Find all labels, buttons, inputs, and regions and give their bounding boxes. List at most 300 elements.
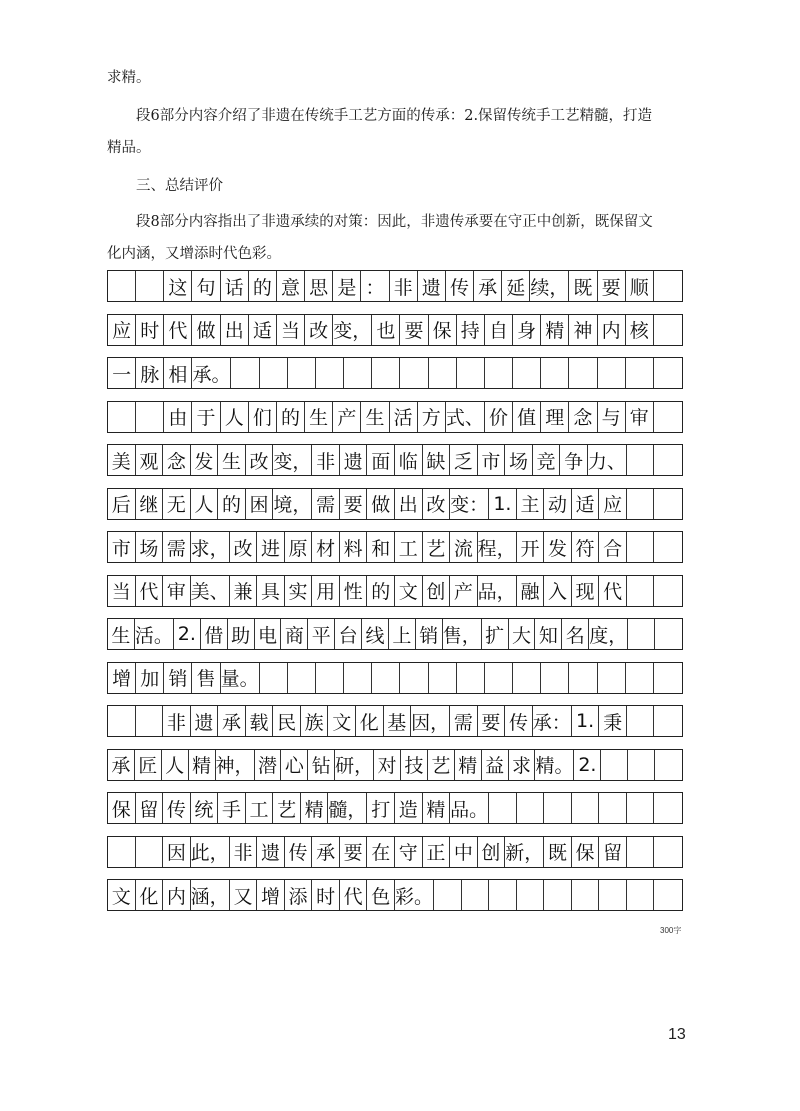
grid-cell: 需 (312, 489, 340, 519)
grid-cell: 技 (401, 750, 428, 780)
grid-cell (654, 576, 682, 606)
grid-cell: 一 (108, 358, 136, 388)
grid-cell (429, 358, 457, 388)
grid-cell (627, 532, 655, 562)
grid-cell: 留 (136, 793, 164, 823)
grid-cell: 这 (164, 271, 192, 301)
grid-cell: 延 (502, 271, 530, 301)
grid-cell: 场 (136, 532, 164, 562)
grid-cell: 产 (333, 402, 361, 432)
grid-cell: 增 (108, 663, 136, 693)
grid-cell: 乏 (450, 445, 478, 475)
grid-cell: 人 (221, 402, 249, 432)
grid-cell: 发 (544, 532, 572, 562)
grid-cell: 继 (136, 489, 164, 519)
grid-cell: 创 (423, 576, 451, 606)
grid-cell: 精 (189, 750, 216, 780)
grid-cell: 正 (423, 837, 451, 867)
grid-cell: 知 (535, 619, 562, 649)
grid-cell: 思 (305, 271, 333, 301)
grid-cell: 生 (305, 402, 333, 432)
grid-cell: 性 (340, 576, 368, 606)
grid-cell: 于 (192, 402, 220, 432)
grid-cell: 名 (562, 619, 589, 649)
grid-cell (626, 358, 654, 388)
grid-cell: 精 (423, 793, 451, 823)
grid-cell: 2. (574, 750, 601, 780)
grid-cell: 念 (163, 445, 191, 475)
grid-cell: 应 (108, 315, 136, 345)
grid-cell: 力、 (588, 445, 627, 475)
grid-cell: 商 (281, 619, 308, 649)
grid-cell: 研， (335, 750, 374, 780)
grid-cell: 载 (246, 706, 274, 736)
grid-cell (599, 880, 627, 910)
grid-cell: 的 (218, 489, 246, 519)
grid-cell: 保 (108, 793, 136, 823)
grid-cell: 入 (544, 576, 572, 606)
grid-cell: 化 (356, 706, 384, 736)
grid-cell: 改 (423, 489, 451, 519)
grid-cell (598, 358, 626, 388)
grid-cell: 承： (533, 706, 572, 736)
grid-cell: 现 (572, 576, 600, 606)
grid-cell: 生 (108, 619, 135, 649)
grid-cell: 改 (246, 445, 274, 475)
grid-cell: 化 (136, 880, 164, 910)
grid-cell: 非 (312, 445, 340, 475)
grid-cell: 传 (285, 837, 313, 867)
grid-cell: 发 (191, 445, 219, 475)
grid-cell: 增 (257, 880, 285, 910)
grid-row (107, 749, 683, 781)
grid-cell: 因 (163, 837, 191, 867)
grid-cell: 要 (340, 489, 368, 519)
grid-cell: 时 (136, 315, 164, 345)
grid-cell (601, 750, 628, 780)
grid-cell: 审 (163, 576, 191, 606)
grid-cell: 值 (513, 402, 541, 432)
grid-cell: 变， (333, 315, 372, 345)
grid-cell: 平 (308, 619, 335, 649)
grid-cell: 匠 (135, 750, 162, 780)
grid-cell: 竞 (533, 445, 561, 475)
grid-cell: 民 (273, 706, 301, 736)
grid-cell (429, 663, 457, 693)
grid-cell (627, 576, 655, 606)
grid-cell: 生 (361, 402, 389, 432)
grid-cell (260, 358, 288, 388)
grid-cell: 续， (530, 271, 569, 301)
grid-cell: 精 (541, 315, 569, 345)
grid-cell (108, 706, 136, 736)
grid-cell: 方 (418, 402, 446, 432)
grid-cell: 承 (312, 837, 340, 867)
grid-cell: 艺 (428, 750, 455, 780)
grid-cell: 遗 (191, 706, 219, 736)
grid-row (107, 531, 683, 563)
grid-cell: 艺 (423, 532, 451, 562)
grid-cell (654, 880, 682, 910)
grid-cell: 代 (136, 576, 164, 606)
grid-cell: 精 (301, 793, 329, 823)
grid-cell (288, 358, 316, 388)
grid-cell: 材 (312, 532, 340, 562)
grid-cell: 融 (517, 576, 545, 606)
grid-row (107, 488, 683, 520)
grid-cell: 手 (218, 793, 246, 823)
grid-cell: 品。 (450, 793, 489, 823)
grid-cell: 做 (192, 315, 220, 345)
grid-row (107, 401, 683, 433)
grid-cell: 内 (598, 315, 626, 345)
grid-cell: 艺 (273, 793, 301, 823)
grid-cell: 借 (201, 619, 228, 649)
grid-cell: 造 (395, 793, 423, 823)
grid-cell: 实 (285, 576, 313, 606)
grid-cell: 传 (446, 271, 474, 301)
grid-cell: 销 (164, 663, 192, 693)
grid-cell (627, 793, 655, 823)
grid-cell: ： (361, 271, 389, 301)
grid-cell: 适 (572, 489, 600, 519)
grid-cell (400, 663, 428, 693)
grid-row (107, 444, 683, 476)
grid-cell: 承 (218, 706, 246, 736)
grid-cell: 面 (367, 445, 395, 475)
grid-cell: 1. (572, 706, 600, 736)
grid-cell: 话 (221, 271, 249, 301)
grid-cell: 应 (599, 489, 627, 519)
grid-cell: 意 (277, 271, 305, 301)
grid-row (107, 792, 683, 824)
grid-cell: 自 (485, 315, 513, 345)
grid-cell: 是 (333, 271, 361, 301)
grid-cell (316, 663, 344, 693)
grid-cell: 人 (191, 489, 219, 519)
grid-cell: 保 (429, 315, 457, 345)
grid-cell: 也 (372, 315, 400, 345)
grid-cell: 中 (450, 837, 478, 867)
grid-cell (434, 880, 462, 910)
grid-cell (513, 358, 541, 388)
grid-cell: 临 (395, 445, 423, 475)
grid-cell (462, 880, 490, 910)
grid-cell: 时 (312, 880, 340, 910)
grid-row (107, 705, 683, 737)
grid-cell: 彩。 (395, 880, 434, 910)
grid-cell: 程， (478, 532, 517, 562)
grid-cell (572, 880, 600, 910)
grid-cell: 出 (395, 489, 423, 519)
grid-cell (485, 358, 513, 388)
grid-cell: 既 (569, 271, 597, 301)
grid-cell: 主 (517, 489, 545, 519)
grid-cell: 出 (221, 315, 249, 345)
grid-cell: 审 (626, 402, 654, 432)
grid-cell: 益 (482, 750, 509, 780)
grid-cell (654, 402, 682, 432)
grid-cell (569, 663, 597, 693)
grid-cell: 要 (340, 837, 368, 867)
grid-cell: 理 (541, 402, 569, 432)
grid-cell (654, 489, 682, 519)
grid-cell: 1. (489, 489, 517, 519)
grid-cell (513, 663, 541, 693)
grid-cell: 们 (249, 402, 277, 432)
grid-cell (654, 663, 682, 693)
grid-cell: 对 (374, 750, 401, 780)
grid-cell: 美、 (191, 576, 230, 606)
paragraph-6-continuation: 精品。 (107, 140, 151, 156)
grid-cell: 精。 (535, 750, 574, 780)
grid-cell: 原 (285, 532, 313, 562)
section-heading: 三、总结评价 (136, 178, 223, 194)
grid-row (107, 575, 683, 607)
grid-cell: 活 (390, 402, 418, 432)
grid-cell (108, 271, 136, 301)
grid-cell: 度， (589, 619, 628, 649)
grid-cell: 统 (191, 793, 219, 823)
grid-cell: 打 (367, 793, 395, 823)
grid-cell: 缺 (423, 445, 451, 475)
grid-cell: 人 (162, 750, 189, 780)
grid-cell: 非 (163, 706, 191, 736)
grid-cell (400, 358, 428, 388)
grid-cell (627, 489, 655, 519)
grid-cell (572, 793, 600, 823)
grid-cell: 符 (572, 532, 600, 562)
grid-row (107, 618, 683, 650)
grid-cell: 观 (136, 445, 164, 475)
grid-cell (569, 358, 597, 388)
grid-cell: 动 (544, 489, 572, 519)
grid-cell: 变， (273, 445, 312, 475)
grid-cell: 销 (416, 619, 443, 649)
grid-cell (489, 793, 517, 823)
grid-cell: 代 (340, 880, 368, 910)
grid-cell (627, 837, 655, 867)
grid-cell: 售， (443, 619, 482, 649)
grid-cell: 变： (450, 489, 489, 519)
grid-cell: 秉 (599, 706, 627, 736)
grid-cell: 进 (257, 532, 285, 562)
grid-cell: 求 (509, 750, 536, 780)
grid-cell: 顺 (626, 271, 654, 301)
grid-cell: 精 (455, 750, 482, 780)
grid-cell: 遗 (257, 837, 285, 867)
grid-cell: 文 (108, 880, 136, 910)
grid-cell: 心 (281, 750, 308, 780)
grid-cell (654, 271, 682, 301)
grid-cell (517, 793, 545, 823)
grid-cell: 式、 (446, 402, 485, 432)
grid-cell (628, 619, 655, 649)
grid-cell: 与 (598, 402, 626, 432)
grid-cell (654, 445, 682, 475)
grid-cell: 工 (246, 793, 274, 823)
grid-cell: 线 (362, 619, 389, 649)
grid-cell (654, 706, 682, 736)
grid-cell: 市 (108, 532, 136, 562)
grid-cell: 承。 (192, 358, 231, 388)
grid-cell: 无 (163, 489, 191, 519)
grid-cell (654, 793, 682, 823)
grid-cell: 基 (384, 706, 412, 736)
grid-cell (457, 358, 485, 388)
grid-row (107, 879, 683, 911)
grid-cell: 2. (174, 619, 201, 649)
grid-cell: 脉 (136, 358, 164, 388)
grid-cell: 需 (163, 532, 191, 562)
grid-cell: 又 (230, 880, 258, 910)
grid-cell (654, 358, 682, 388)
grid-cell: 需 (450, 706, 478, 736)
grid-row (107, 662, 683, 694)
grid-cell (136, 837, 164, 867)
grid-cell: 加 (136, 663, 164, 693)
grid-cell: 生 (218, 445, 246, 475)
grid-cell: 代 (164, 315, 192, 345)
grid-cell (541, 358, 569, 388)
grid-cell (489, 880, 517, 910)
char-count-label: 300字 (660, 926, 682, 935)
grid-cell: 守 (395, 837, 423, 867)
grid-cell (627, 880, 655, 910)
grid-cell (372, 663, 400, 693)
grid-cell: 上 (389, 619, 416, 649)
grid-cell: 相 (164, 358, 192, 388)
grid-cell: 要 (478, 706, 506, 736)
grid-cell: 因， (411, 706, 450, 736)
grid-cell: 困 (246, 489, 274, 519)
grid-cell (598, 663, 626, 693)
grid-cell: 料 (340, 532, 368, 562)
grid-cell (136, 402, 164, 432)
grid-cell: 后 (108, 489, 136, 519)
grid-cell: 核 (626, 315, 654, 345)
grid-cell: 要 (400, 315, 428, 345)
grid-cell (485, 663, 513, 693)
grid-cell: 合 (599, 532, 627, 562)
grid-cell: 争 (560, 445, 588, 475)
grid-cell (108, 837, 136, 867)
grid-cell: 价 (485, 402, 513, 432)
grid-cell: 遗 (340, 445, 368, 475)
grid-cell (628, 750, 655, 780)
grid-cell: 改 (305, 315, 333, 345)
grid-cell (344, 663, 372, 693)
grid-cell (599, 793, 627, 823)
grid-cell (260, 663, 288, 693)
grid-cell: 创 (478, 837, 506, 867)
grid-cell: 售 (192, 663, 220, 693)
grid-cell: 产 (450, 576, 478, 606)
grid-cell: 电 (255, 619, 282, 649)
grid-cell (655, 750, 682, 780)
grid-cell: 活。 (135, 619, 174, 649)
grid-cell: 做 (367, 489, 395, 519)
grid-cell: 非 (390, 271, 418, 301)
grid-cell (655, 619, 682, 649)
grid-cell: 用 (312, 576, 340, 606)
grid-cell: 承 (474, 271, 502, 301)
grid-cell: 的 (367, 576, 395, 606)
grid-cell: 传 (505, 706, 533, 736)
grid-cell: 承 (108, 750, 135, 780)
grid-cell: 境， (273, 489, 312, 519)
grid-cell: 的 (249, 271, 277, 301)
grid-cell: 持 (457, 315, 485, 345)
grid-cell: 兼 (230, 576, 258, 606)
grid-cell: 当 (277, 315, 305, 345)
grid-cell: 添 (285, 880, 313, 910)
grid-cell (654, 315, 682, 345)
grid-cell: 改 (230, 532, 258, 562)
grid-cell: 流 (450, 532, 478, 562)
grid-cell: 身 (513, 315, 541, 345)
grid-cell: 句 (192, 271, 220, 301)
grid-cell: 当 (108, 576, 136, 606)
grid-cell (544, 880, 572, 910)
grid-cell: 美 (108, 445, 136, 475)
grid-cell: 念 (569, 402, 597, 432)
grid-cell: 髓， (328, 793, 367, 823)
grid-cell (136, 706, 164, 736)
grid-cell (654, 532, 682, 562)
grid-cell: 色 (367, 880, 395, 910)
grid-cell (231, 358, 259, 388)
grid-cell: 求， (191, 532, 230, 562)
grid-cell: 既 (544, 837, 572, 867)
paragraph-8-continuation: 化内涵，又增添时代色彩。 (107, 246, 281, 262)
grid-cell: 文 (395, 576, 423, 606)
grid-cell: 传 (163, 793, 191, 823)
grid-cell (627, 445, 655, 475)
page-number: 13 (668, 1026, 686, 1043)
grid-cell: 和 (367, 532, 395, 562)
grid-cell (544, 793, 572, 823)
grid-cell: 新， (505, 837, 544, 867)
grid-cell: 大 (509, 619, 536, 649)
grid-cell: 文 (328, 706, 356, 736)
grid-cell: 场 (505, 445, 533, 475)
grid-cell: 保 (572, 837, 600, 867)
grid-cell: 神 (569, 315, 597, 345)
grid-cell: 内 (163, 880, 191, 910)
grid-cell: 台 (335, 619, 362, 649)
grid-row (107, 270, 683, 302)
grid-cell (517, 880, 545, 910)
paragraph-8-summary: 段8部分内容指出了非遗承续的对策：因此，非遗传承要在守正中创新，既保留文 (136, 214, 653, 230)
grid-cell (627, 706, 655, 736)
grid-cell: 钻 (308, 750, 335, 780)
grid-cell: 非 (230, 837, 258, 867)
paragraph-6-summary: 段6部分内容介绍了非遗在传统手工艺方面的传承：2.保留传统手工艺精髓，打造 (136, 108, 653, 124)
continuation-text: 求精。 (107, 70, 151, 86)
grid-cell (654, 837, 682, 867)
grid-cell (457, 663, 485, 693)
grid-cell: 遗 (418, 271, 446, 301)
grid-cell: 工 (395, 532, 423, 562)
grid-cell (372, 358, 400, 388)
grid-cell: 留 (599, 837, 627, 867)
grid-cell: 要 (598, 271, 626, 301)
grid-cell (626, 663, 654, 693)
grid-cell: 代 (599, 576, 627, 606)
grid-cell: 涵， (191, 880, 230, 910)
grid-cell: 具 (257, 576, 285, 606)
